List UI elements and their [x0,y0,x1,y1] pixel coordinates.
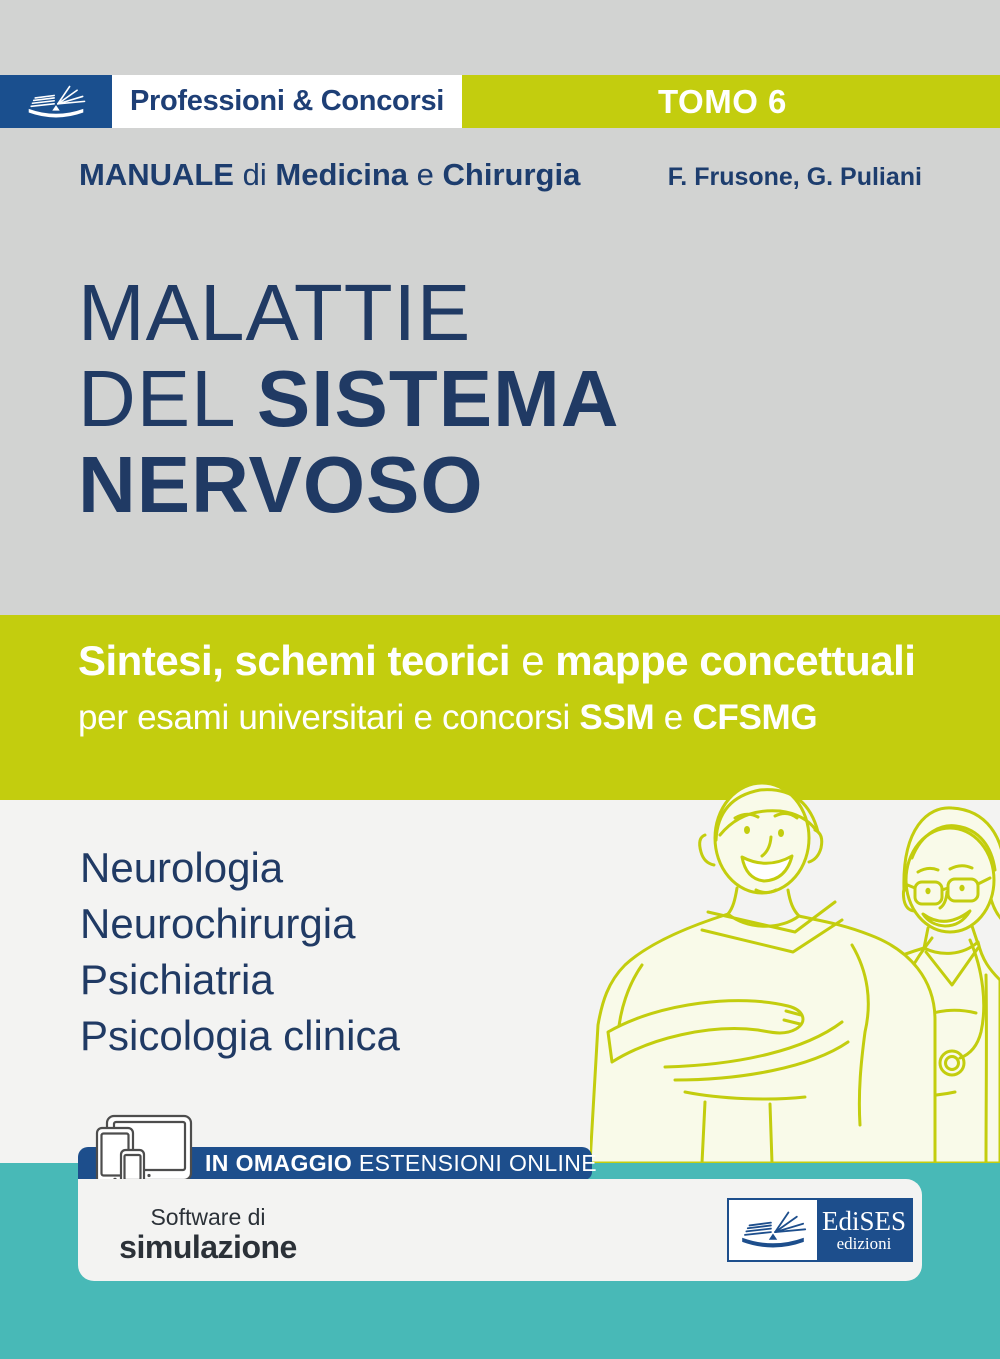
title-line-3: NERVOSO [78,440,484,529]
publisher-subname: edizioni [836,1234,892,1253]
software-card [78,1179,922,1281]
title-line-2-light: DEL [78,354,234,443]
software-line-2: simulazione [119,1229,297,1265]
book-title [78,270,619,528]
publisher-series-logo-box [0,75,112,128]
title-line-2 [78,356,619,442]
authors: F. Frusone, G. Puliani [667,163,922,191]
series-label-box [112,75,462,128]
publisher-logo [727,1198,913,1262]
subtitle-l2-reg1: per esami universitari e concorsi [78,698,570,737]
manual-part-manuale: MANUALE [79,157,234,192]
manual-part-chirurgia: Chirurgia [442,157,581,192]
software-line-1: Software di [150,1204,266,1230]
subtitle-l1-bold1: Sintesi, schemi teorici [78,637,511,684]
manual-title [79,157,580,193]
open-book-icon [738,1208,808,1252]
subjects-list [80,840,400,1064]
subtitle-l2-cfsmg: CFSMG [692,698,818,737]
publisher-name-box [817,1200,911,1260]
subject-item: Psicologia clinica [80,1012,400,1059]
subject-item: Psichiatria [80,956,274,1003]
publisher-name: EdiSES [821,1206,907,1236]
online-extensions-label [205,1150,597,1177]
subtitle-l2-ssm: SSM [579,698,655,737]
subtitle-l1-reg: e [521,637,545,684]
badge-bold-text: IN OMAGGIO [205,1150,353,1176]
series-label: Professioni & Concorsi [129,85,445,117]
software-label [98,1204,318,1264]
devices-icon [95,1112,193,1188]
subtitle-line-2 [78,692,915,744]
manual-row [79,157,922,193]
subtitle-band-text [78,630,915,744]
subject-item: Neurochirurgia [80,900,356,947]
subtitle-l1-bold2: mappe concettuali [555,637,916,684]
badge-regular-text: ESTENSIONI ONLINE [358,1150,598,1176]
manual-part-e: e [416,157,434,192]
publisher-logo-book [729,1200,817,1260]
manual-part-di: di [242,157,267,192]
volume-box [462,75,1000,128]
doctors-illustration [590,780,1000,1163]
volume-label: TOMO 6 [658,82,787,120]
subtitle-line-1 [78,630,915,692]
open-book-icon [25,82,87,122]
subject-item: Neurologia [80,844,284,891]
title-line-1: MALATTIE [78,268,472,357]
title-line-2-bold: SISTEMA [256,354,620,443]
manual-part-medicina: Medicina [275,157,409,192]
subtitle-l2-reg2: e [663,698,683,737]
